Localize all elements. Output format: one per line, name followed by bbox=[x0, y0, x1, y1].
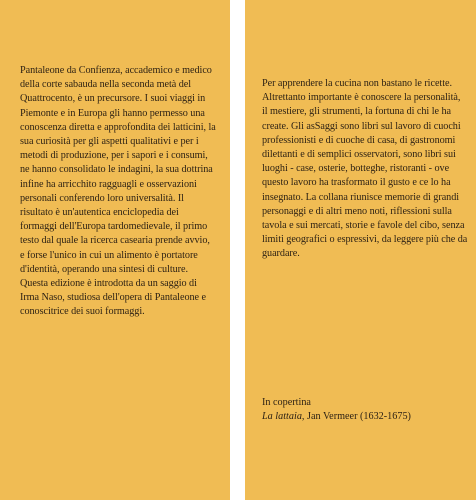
cover-artist: Jan Vermeer (1632-1675) bbox=[304, 411, 411, 423]
left-flap-description: Pantaleone da Confienza, accademico e medico della corte sabauda nella seconda metà del Quattrocento, è un precursore. I suoi viaggi in Piemonte e in Europa gli hanno permesso una conoscenza diretta e approfondita dei latticini, la sua curiosità per gli aspetti qualitativi e per i metodi di produzione, per i sapori e i consumi, ne hanno consolidato le indagini, la sua dottrina infine ha arricchito ragguagli e osservazioni personali conferendo loro universalità. Il risultato è un'autentica enciclopedia dei formaggi dell'Europa tardomedievale, il primo testo dal quale la ricerca casearia prende avvio, e forse l'unico in cui un alimento è portatore d'identità, operando una sintesi di culture. Questa edizione è introdotta da un saggio di Irma Naso, studiosa dell'opera di Pantaleone e conoscitrice dei suoi formaggi. bbox=[20, 65, 216, 318]
series-description: Per apprendere la cucina non bastano le ricette. Altrettanto importante è conoscere la personalità, il mestiere, gli strumenti, la fortuna di chi le ha create. Gli asSaggi sono libri sul lavoro di cuochi professionisti e di cuoche di casa, di gastronomi dilettanti e di semplici osservatori, sono libri sui luoghi - case, osterie, botteghe, ristoranti - ove questo lavoro ha trasformato il gusto e ce lo ha insegnato. La collana riunisce memorie di grandi personaggi e di altri meno noti, riflessioni sulla tavola e sui mercati, storie e favole del cibo, senza limiti geografici o espressivi, da leggere più che da guardare. bbox=[262, 78, 468, 260]
cover-credit bbox=[262, 396, 468, 424]
left-flap bbox=[0, 0, 230, 500]
right-flap bbox=[245, 0, 476, 500]
cover-artwork-title: La lattaia, bbox=[262, 411, 305, 423]
cover-artwork-line bbox=[262, 410, 468, 424]
cover-label: In copertina bbox=[262, 397, 311, 408]
